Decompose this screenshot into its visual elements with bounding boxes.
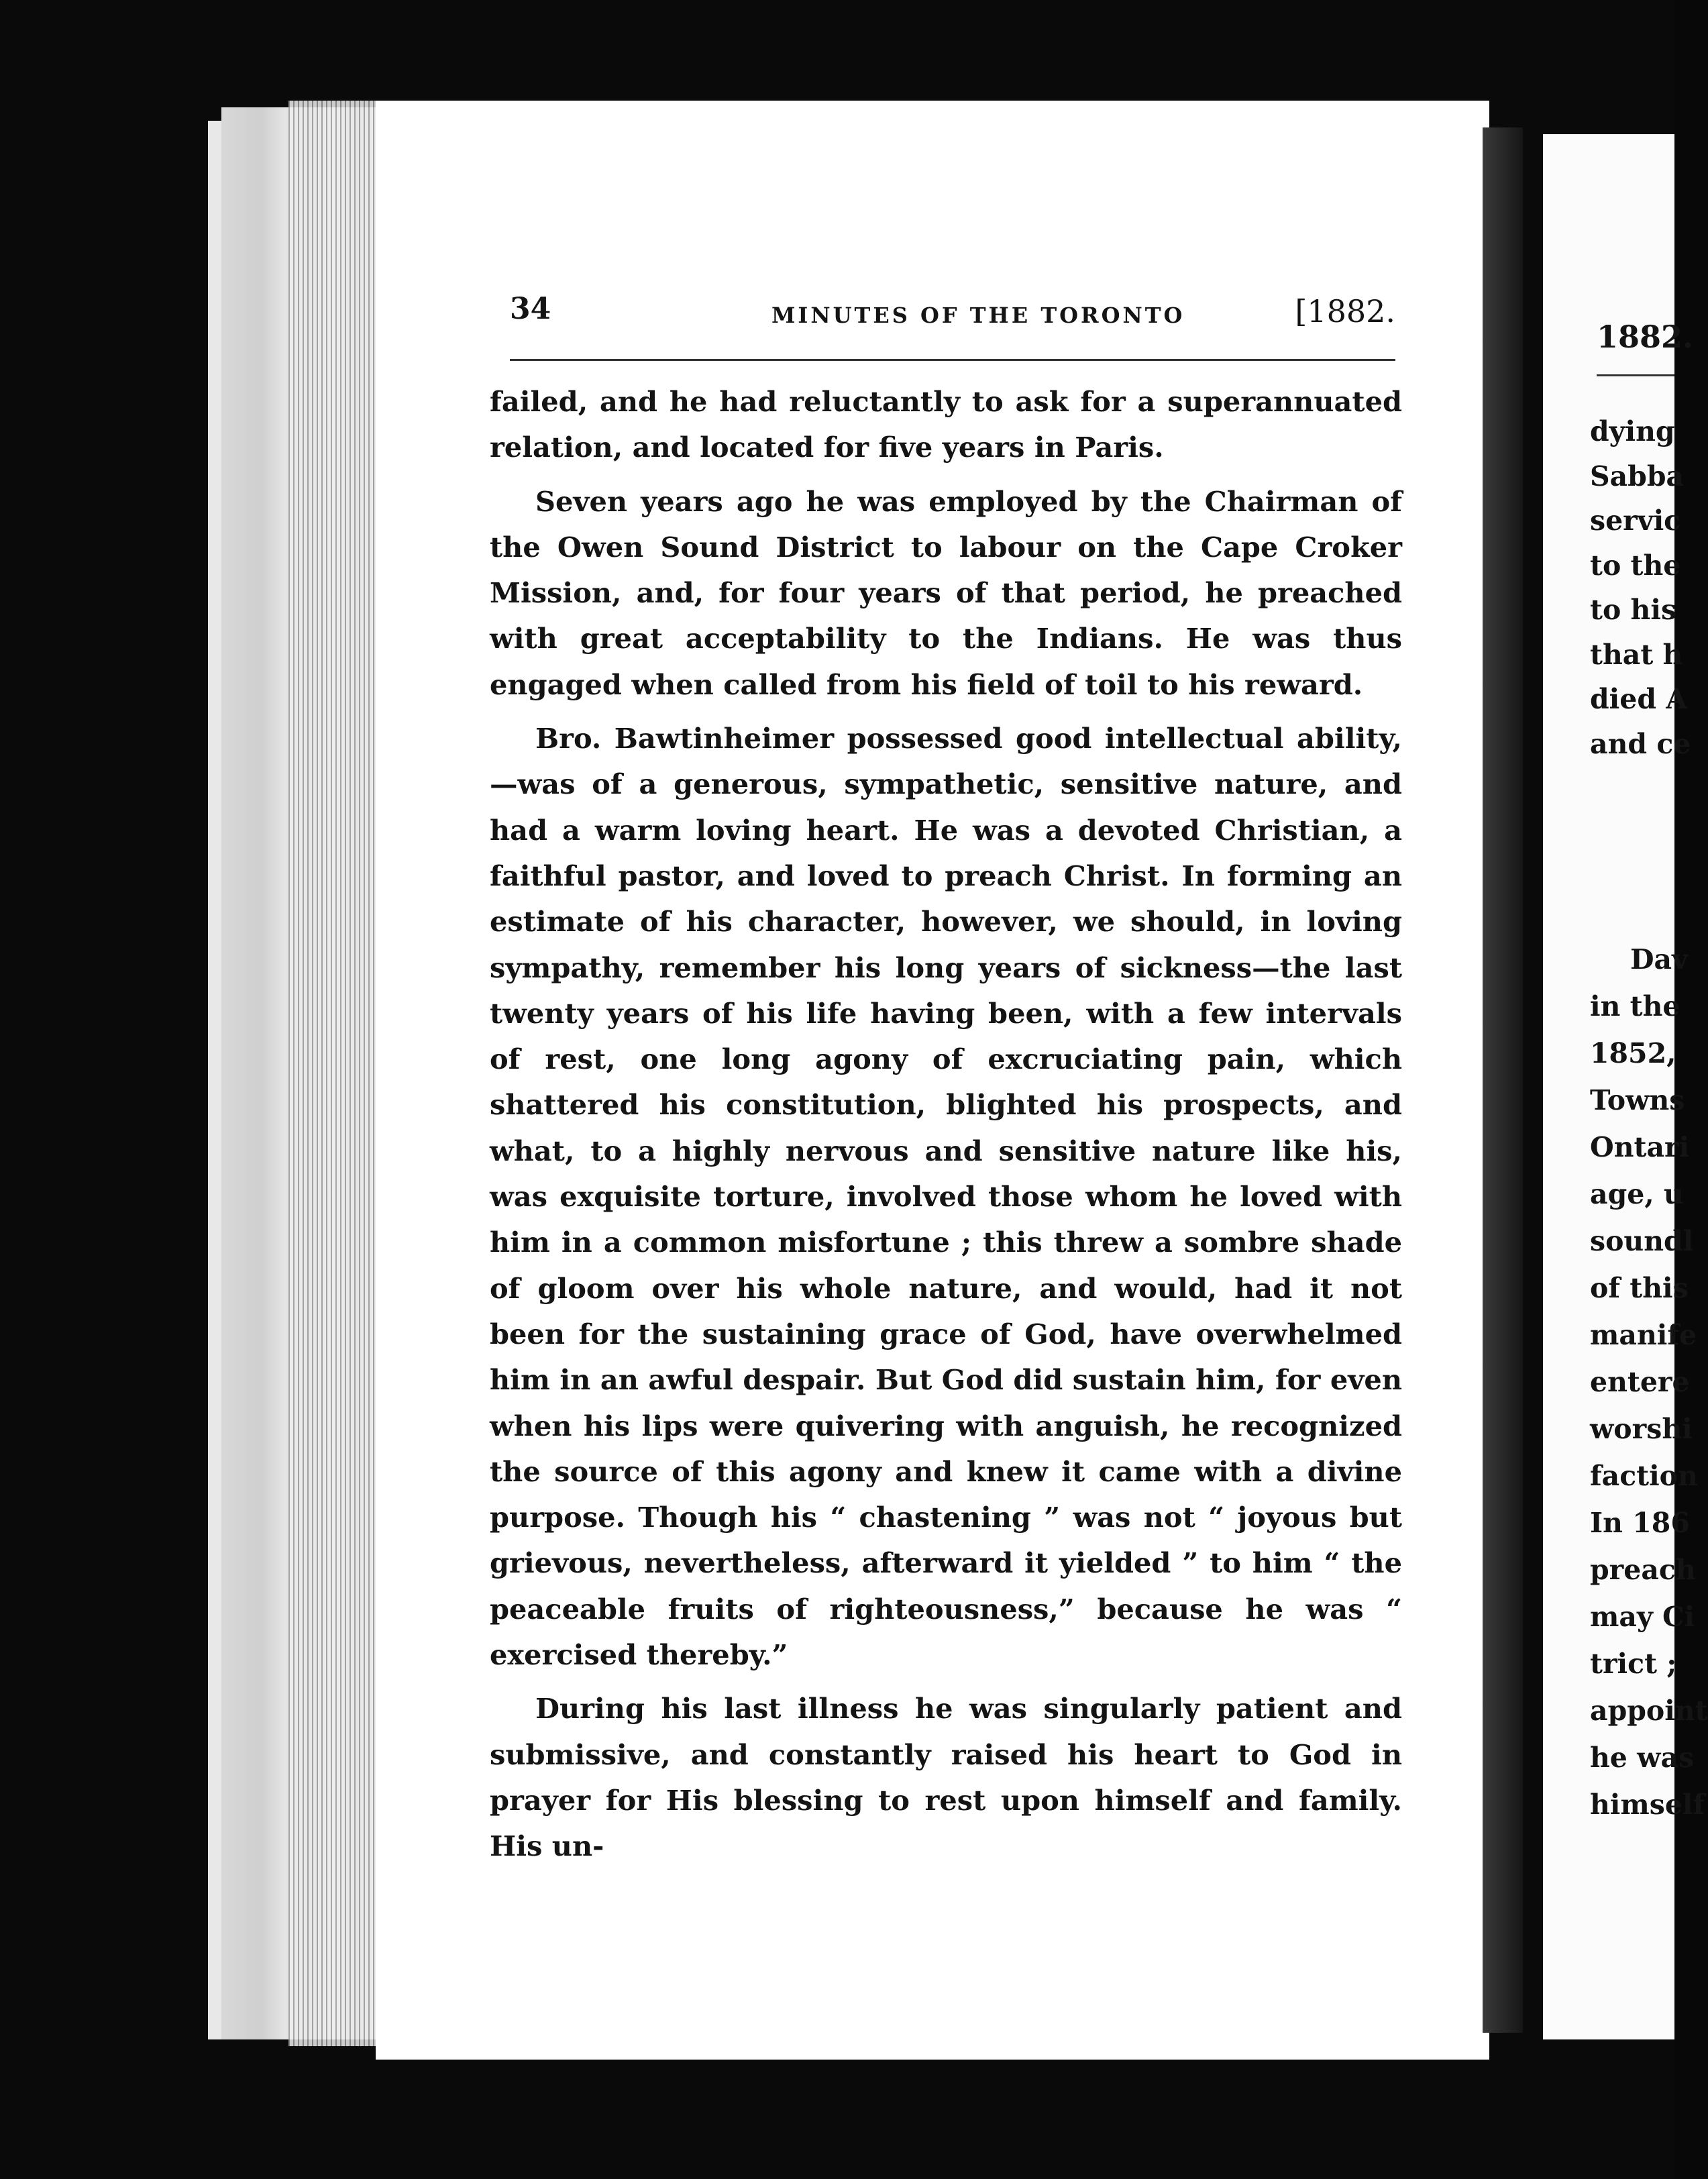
facing-line: 1852, bbox=[1590, 1037, 1676, 1069]
header-rule bbox=[510, 359, 1395, 361]
facing-line: that h bbox=[1590, 638, 1683, 671]
facing-line: to the bbox=[1590, 549, 1681, 582]
facing-line: worshi bbox=[1590, 1413, 1693, 1445]
facing-line: in the bbox=[1590, 990, 1680, 1022]
facing-page bbox=[1543, 134, 1708, 2039]
facing-line: of this bbox=[1590, 1272, 1689, 1304]
left-page bbox=[376, 101, 1489, 2060]
page-number: 34 bbox=[510, 292, 551, 326]
facing-header-rule bbox=[1597, 374, 1674, 376]
facing-line: Ontari bbox=[1590, 1131, 1690, 1163]
header-year: [1882. bbox=[1295, 293, 1395, 329]
page-header bbox=[510, 292, 1395, 346]
facing-line: dying bbox=[1590, 415, 1675, 447]
facing-line: faction bbox=[1590, 1460, 1698, 1492]
facing-line: to his bbox=[1590, 594, 1677, 626]
facing-line: servic bbox=[1590, 504, 1681, 537]
facing-line: may Ci bbox=[1590, 1601, 1695, 1633]
facing-line: appoint bbox=[1590, 1695, 1708, 1727]
facing-page-year: 1882. bbox=[1597, 319, 1694, 355]
facing-line: In 186 bbox=[1590, 1507, 1690, 1539]
page-edge-lines bbox=[288, 101, 382, 2046]
facing-line: died A bbox=[1590, 683, 1688, 715]
paragraph: Bro. Bawtinheimer possessed good intellectual ability,—was of a generous, sympathetic, sensitive nature, and had a warm loving heart. He was a devoted Christian, a faithful pastor, and loved to preach Christ. In forming an estimate of his character, however, we should, in loving sympathy, remember his long years of sickness—the last twenty years of his life having been, with a few intervals of rest, one long agony of excruciating pain, which shattered his constitution, blighted his prospects, and what, to a highly nervous and sensitive nature like his, was exquisite torture, involved those whom he loved with him in a common misfortune ; this threw a sombre shade of gloom over his whole nature, and would, had it not been for the sustaining grace of God, have overwhelmed him in an awful despair. But God did sustain him, for even when his lips were quivering with anguish, he recognized the source of this agony and knew it came with a divine purpose. Though his “ chastening ” was not “ joyous but grievous, nevertheless, afterward it yielded ” to him “ the peaceable fruits of righteousness,” because he was “ exercised thereby.” bbox=[490, 722, 1402, 1672]
gutter-shadow bbox=[1483, 127, 1523, 2033]
facing-line: and ce bbox=[1590, 727, 1691, 760]
facing-line: he was bbox=[1590, 1742, 1695, 1774]
facing-line: Towns bbox=[1590, 1084, 1685, 1116]
facing-line: entere bbox=[1590, 1366, 1690, 1398]
facing-line: Dav bbox=[1630, 943, 1688, 975]
facing-line: soundl bbox=[1590, 1225, 1694, 1257]
facing-line: himself bbox=[1590, 1789, 1705, 1821]
facing-line: manife bbox=[1590, 1319, 1697, 1351]
facing-lines-top bbox=[1590, 409, 1691, 766]
facing-line: age, u bbox=[1590, 1178, 1684, 1210]
facing-line: preach bbox=[1590, 1554, 1696, 1586]
facing-line: trict ; bbox=[1590, 1648, 1677, 1680]
running-head: MINUTES OF THE TORONTO bbox=[771, 303, 1185, 328]
body-text bbox=[490, 379, 1402, 1878]
paragraph: Seven years ago he was employed by the Chairman of the Owen Sound District to labour on the Cape Croker Mission, and, for four years of that period, he preached with great acceptability to the Indians. He was thus engaged when called from his field of toil to his reward. bbox=[490, 484, 1402, 701]
facing-lines-bottom bbox=[1590, 936, 1708, 1828]
paragraph: During his last illness he was singularly patient and submissive, and constantly raised his heart to God in prayer for His blessing to rest upon himself and family. His un- bbox=[490, 1692, 1402, 1863]
facing-line: Sabba bbox=[1590, 460, 1685, 492]
paragraph: failed, and he had reluctantly to ask for a superannuated relation, and located for five years in Paris. bbox=[490, 385, 1402, 464]
